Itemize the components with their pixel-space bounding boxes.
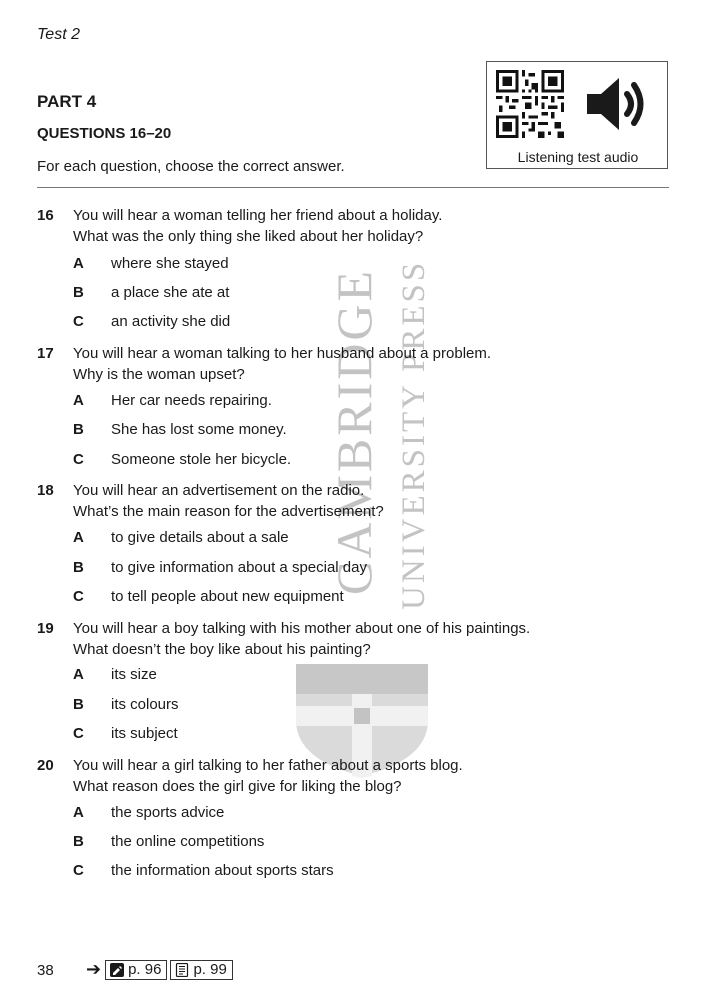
- question-prompt: You will hear a boy talking with his mother about one of his paintings.: [73, 620, 531, 637]
- option-text[interactable]: to tell people about new equipment: [111, 588, 344, 605]
- option-letter[interactable]: A: [73, 255, 84, 272]
- transcript-link[interactable]: [170, 960, 232, 980]
- option-letter[interactable]: C: [73, 725, 84, 742]
- test-label: Test 2: [37, 26, 80, 43]
- option-letter[interactable]: B: [73, 559, 84, 576]
- option-text[interactable]: an activity she did: [111, 313, 231, 330]
- question-text: What reason does the girl give for liking the blog?: [73, 778, 402, 795]
- option-text[interactable]: the information about sports stars: [111, 862, 334, 879]
- option-letter[interactable]: A: [73, 529, 84, 546]
- part-title: PART 4: [37, 92, 97, 111]
- option-text[interactable]: the online competitions: [111, 833, 265, 850]
- speaker-icon[interactable]: [585, 74, 649, 134]
- watermark-university-press: UNIVERSITY PRESS: [396, 259, 432, 610]
- question-number: 17: [37, 345, 54, 362]
- listening-audio-box[interactable]: [486, 61, 668, 169]
- question-number: 19: [37, 620, 54, 637]
- audio-label: Listening test audio: [517, 149, 639, 165]
- option-letter[interactable]: C: [73, 313, 84, 330]
- question-number: 20: [37, 757, 54, 774]
- option-letter[interactable]: C: [73, 588, 84, 605]
- option-letter[interactable]: C: [73, 862, 84, 879]
- page-number: 38: [37, 962, 54, 979]
- option-text[interactable]: its colours: [111, 696, 179, 713]
- option-text[interactable]: the sports advice: [111, 804, 225, 821]
- transcript-page[interactable]: p. 99: [193, 961, 227, 978]
- option-letter[interactable]: A: [73, 804, 84, 821]
- question-text: Why is the woman upset?: [73, 366, 245, 383]
- option-letter[interactable]: B: [73, 696, 84, 713]
- option-text[interactable]: to give details about a sale: [111, 529, 289, 546]
- answer-key-link[interactable]: [105, 960, 167, 980]
- question-prompt: You will hear a woman telling her friend about a holiday.: [73, 207, 443, 224]
- option-letter[interactable]: A: [73, 392, 84, 409]
- option-letter[interactable]: B: [73, 833, 84, 850]
- question-prompt: You will hear a girl talking to her father about a sports blog.: [73, 757, 463, 774]
- option-text[interactable]: its size: [111, 666, 157, 683]
- answer-key-icon: [110, 963, 124, 977]
- option-text[interactable]: to give information about a special day: [111, 559, 367, 576]
- option-text[interactable]: Someone stole her bicycle.: [111, 451, 292, 468]
- question-text: What doesn’t the boy like about his painting?: [73, 641, 371, 658]
- option-text[interactable]: Her car needs repairing.: [111, 392, 272, 409]
- question-prompt: You will hear a woman talking to her husband about a problem.: [73, 345, 492, 362]
- question-prompt: You will hear an advertisement on the radio.: [73, 482, 365, 499]
- divider: [37, 187, 669, 188]
- footer-references: [86, 959, 233, 980]
- option-text[interactable]: She has lost some money.: [111, 421, 287, 438]
- question-text: What’s the main reason for the advertisement?: [73, 503, 384, 520]
- question-text: What was the only thing she liked about her holiday?: [73, 228, 424, 245]
- option-letter[interactable]: A: [73, 666, 84, 683]
- question-number: 16: [37, 207, 54, 224]
- questions-range: QUESTIONS 16–20: [37, 125, 172, 142]
- transcript-icon: [175, 963, 189, 977]
- qr-code-icon[interactable]: [496, 70, 564, 138]
- option-letter[interactable]: B: [73, 284, 84, 301]
- arrow-right-icon: ➔: [86, 959, 102, 979]
- option-text[interactable]: a place she ate at: [111, 284, 230, 301]
- watermark-cambridge: CAMBRIDGE: [326, 267, 382, 595]
- option-text[interactable]: its subject: [111, 725, 178, 742]
- instruction-text: For each question, choose the correct answer.: [37, 158, 345, 175]
- option-letter[interactable]: C: [73, 451, 84, 468]
- option-text[interactable]: where she stayed: [111, 255, 229, 272]
- answer-key-page[interactable]: p. 96: [128, 961, 162, 978]
- question-number: 18: [37, 482, 54, 499]
- option-letter[interactable]: B: [73, 421, 84, 438]
